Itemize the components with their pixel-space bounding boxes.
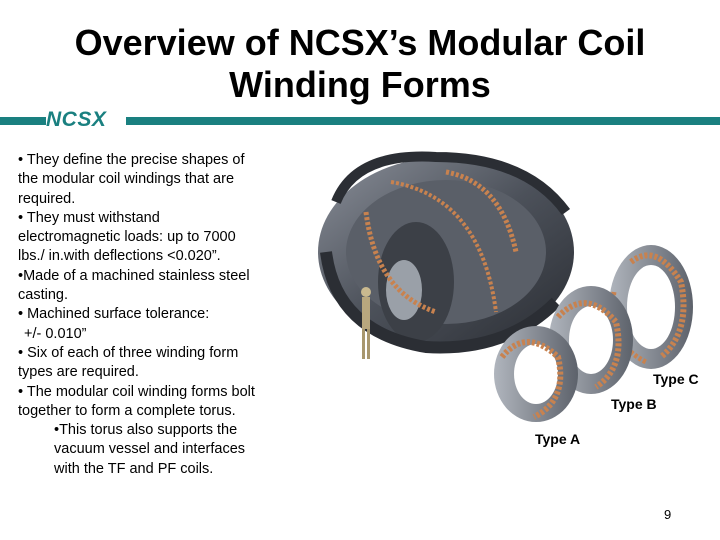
- bullet-line: required.: [18, 190, 76, 207]
- bullet-list: [18, 151, 298, 479]
- bullet-line: • They define the precise shapes of: [18, 152, 245, 168]
- slide-title: [0, 22, 720, 106]
- ncsx-logo: NCSX: [46, 108, 107, 131]
- type-c-label: Type C: [653, 371, 699, 387]
- type-b-label: Type B: [611, 396, 657, 412]
- brand-bar-left: [0, 117, 46, 125]
- bullet-line: types are required.: [18, 364, 139, 381]
- type-a-winding-form: [494, 326, 578, 422]
- bullet-line: • The modular coil winding forms bolt: [18, 383, 255, 400]
- bullet-line: +/- 0.010”: [24, 325, 87, 342]
- bullet-line: electromagnetic loads: up to 7000: [18, 229, 236, 246]
- bullet-line: •This torus also supports the: [54, 422, 238, 439]
- bullet-line: lbs./ in.with deflections <0.020”.: [18, 248, 221, 265]
- page-number: 9: [664, 507, 672, 522]
- coil-winding-forms-image: [296, 142, 720, 460]
- title-line-1: Overview of NCSX’s Modular Coil: [74, 22, 646, 63]
- brand-bar: [0, 108, 720, 131]
- torus-assembly: [318, 157, 574, 348]
- bullet-line: with the TF and PF coils.: [54, 460, 214, 477]
- title-line-2: Winding Forms: [229, 64, 491, 105]
- bullet-line: • They must withstand: [18, 209, 160, 226]
- bullet-line: vacuum vessel and interfaces: [54, 441, 246, 458]
- human-figure: [361, 287, 371, 359]
- bullet-line: casting.: [18, 287, 68, 304]
- bullet-line: together to form a complete torus.: [18, 402, 236, 419]
- type-a-label: Type A: [535, 431, 581, 447]
- bullet-line: •Made of a machined stainless steel: [18, 267, 250, 284]
- bullet-line: • Machined surface tolerance:: [18, 306, 210, 323]
- brand-bar-right: [126, 117, 720, 125]
- bullet-line: the modular coil windings that are: [18, 171, 235, 188]
- bullet-line: • Six of each of three winding form: [18, 344, 239, 361]
